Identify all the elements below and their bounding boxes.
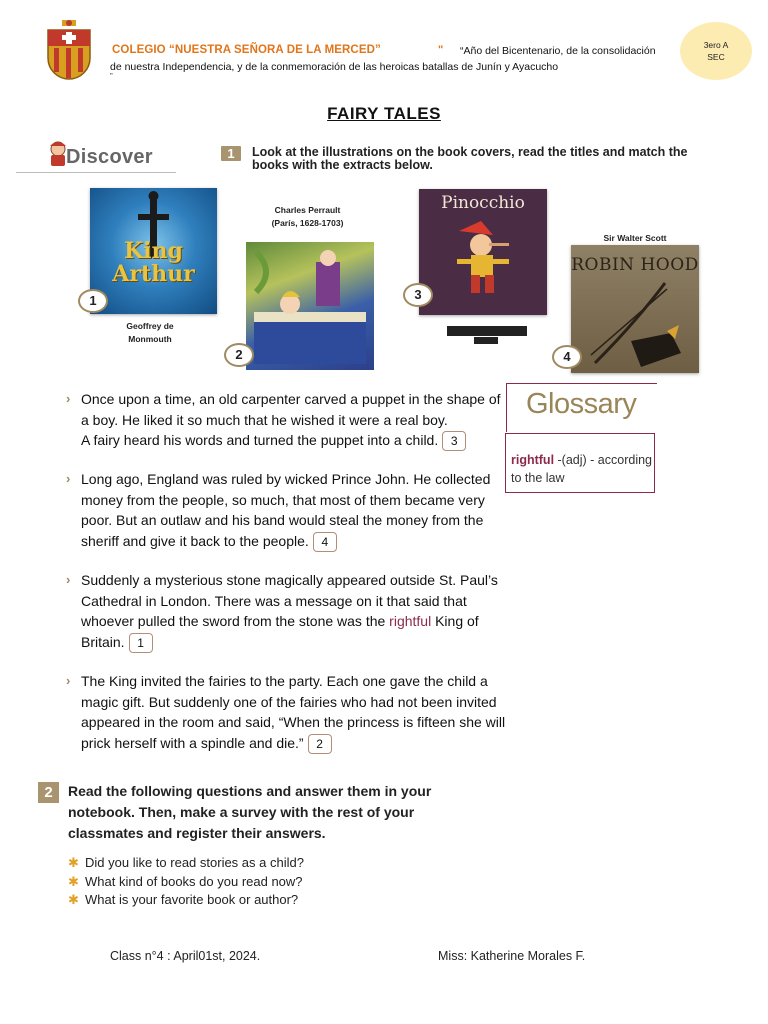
grade-badge xyxy=(680,22,752,80)
question-text: What kind of books do you read now? xyxy=(85,873,303,889)
glossary-definition xyxy=(511,451,656,487)
extract-text-end: King of Britain. xyxy=(81,613,479,650)
discover-underline xyxy=(16,172,176,173)
book-number-3: 3 xyxy=(403,283,433,307)
pinocchio-cover xyxy=(419,189,547,315)
school-name: COLEGIO “NUESTRA SEÑORA DE LA MERCED” xyxy=(112,44,381,56)
extract-text: Suddenly a mysterious stone magically appeared outside St. Paul’s Cathedral in London. There was a message on it that said that whoever pulled the sword from the stone was the xyxy=(81,572,498,629)
list-item xyxy=(68,891,428,910)
answer-box[interactable]: 1 xyxy=(129,633,153,653)
page-title: FAIRY TALES xyxy=(327,104,441,123)
bow-and-arrow-icon xyxy=(571,245,699,373)
question-text: Did you like to read stories as a child? xyxy=(85,855,304,870)
robin-hood-cover xyxy=(571,245,699,373)
glossary-term: rightful xyxy=(511,453,555,467)
extract-text: The King invited the fairies to the party. Each one gave the child a magic gift. But suddenly one of the fairies who had not been invited appeared in the room and said, “When the princess is fifteen she will prick herself with a spindle and die.” xyxy=(81,673,506,751)
class-info: Class n°4 : April01st, 2024. xyxy=(110,949,261,963)
answer-box[interactable]: 2 xyxy=(308,734,332,754)
exercise-1-instruction: Look at the illustrations on the book covers, read the titles and match the books with the extracts below. xyxy=(252,145,688,172)
grade-label: 3ero A xyxy=(703,40,729,50)
list-item xyxy=(68,854,428,873)
author-line1: Charles Perrault xyxy=(274,205,341,215)
answer-box[interactable]: 3 xyxy=(442,431,466,451)
king-arthur-cover-title xyxy=(90,240,217,286)
pinocchio-puppet-illustration xyxy=(419,189,547,315)
author-line1: Geoffrey de xyxy=(126,321,174,331)
extract-pinocchio xyxy=(66,389,506,451)
king-arthur-cover xyxy=(90,188,217,314)
level-label: SEC xyxy=(707,52,725,62)
cover-title-line2: Arthur xyxy=(112,261,195,287)
glossary-definition-text: -(adj) - according to the law xyxy=(511,453,652,485)
extract-text-line2: A fairy heard his words and turned the puppet into a child. xyxy=(81,432,439,448)
list-item xyxy=(68,873,428,892)
pinocchio-cover-title: Pinocchio xyxy=(441,193,525,213)
redacted-author-bar xyxy=(447,326,527,336)
step-2-marker: 2 xyxy=(38,782,59,803)
quote-mark: " xyxy=(438,44,444,56)
glossary-term-highlight: rightful xyxy=(389,613,432,629)
question-text: What is your favorite book or author? xyxy=(85,892,299,907)
author-line2: (París, 1628-1703) xyxy=(271,218,344,228)
sleeping-princess-illustration xyxy=(246,242,374,370)
question-list xyxy=(68,854,428,910)
extract-sleeping-beauty xyxy=(66,671,506,754)
author-perrault xyxy=(250,204,365,230)
discover-logo: Discover xyxy=(66,146,153,168)
asterisk-bullet-icon: ✱ xyxy=(68,892,79,907)
author-geoffrey xyxy=(110,320,190,346)
redacted-author-bar-small xyxy=(474,337,498,344)
asterisk-bullet-icon: ✱ xyxy=(68,873,79,889)
extract-text: Once upon a time, an old carpenter carved a puppet in the shape of a boy. He liked it so much that he wished it were a real boy. xyxy=(81,391,501,428)
book-number-4: 4 xyxy=(552,345,582,369)
teacher-name: Miss: Katherine Morales F. xyxy=(438,949,586,963)
chevron-right-icon: › xyxy=(66,391,71,406)
exercise-2-instruction: Read the following questions and answer them in your notebook. Then, make a survey with the rest of your classmates and register their answers. xyxy=(68,783,432,841)
extract-text: Long ago, England was ruled by wicked Prince John. He collected money from the people, so much, that most of them became very poor. But an outlaw and his band would steal the money from the sheriff and give it back to the people. xyxy=(81,471,491,549)
sleeping-beauty-cover xyxy=(246,242,374,370)
cover-title-line1: King xyxy=(124,238,183,264)
chevron-right-icon: › xyxy=(66,673,71,688)
step-1-marker: 1 xyxy=(221,146,241,161)
extract-king-arthur xyxy=(66,570,506,653)
year-motto-closing: ” xyxy=(110,72,113,81)
author-line2: Monmouth xyxy=(128,334,172,344)
book-number-1: 1 xyxy=(78,289,108,313)
school-crest-icon xyxy=(42,20,96,82)
answer-box[interactable]: 4 xyxy=(313,532,337,552)
year-motto-line1: “Año del Bicentenario, de la consolidación xyxy=(460,45,656,57)
year-motto-line2: de nuestra Independencia, y de la conmemoración de las heroicas batallas de Junín y Ayacucho xyxy=(110,61,559,73)
asterisk-bullet-icon: ✱ xyxy=(68,855,79,870)
chevron-right-icon: › xyxy=(66,572,71,587)
robin-hood-cover-title: ROBIN HOOD xyxy=(571,255,699,275)
chevron-right-icon: › xyxy=(66,471,71,486)
glossary-title: Glossary xyxy=(526,388,637,420)
author-walter-scott: Sir Walter Scott xyxy=(603,233,667,243)
book-number-2: 2 xyxy=(224,343,254,367)
extract-robin-hood xyxy=(66,469,506,552)
